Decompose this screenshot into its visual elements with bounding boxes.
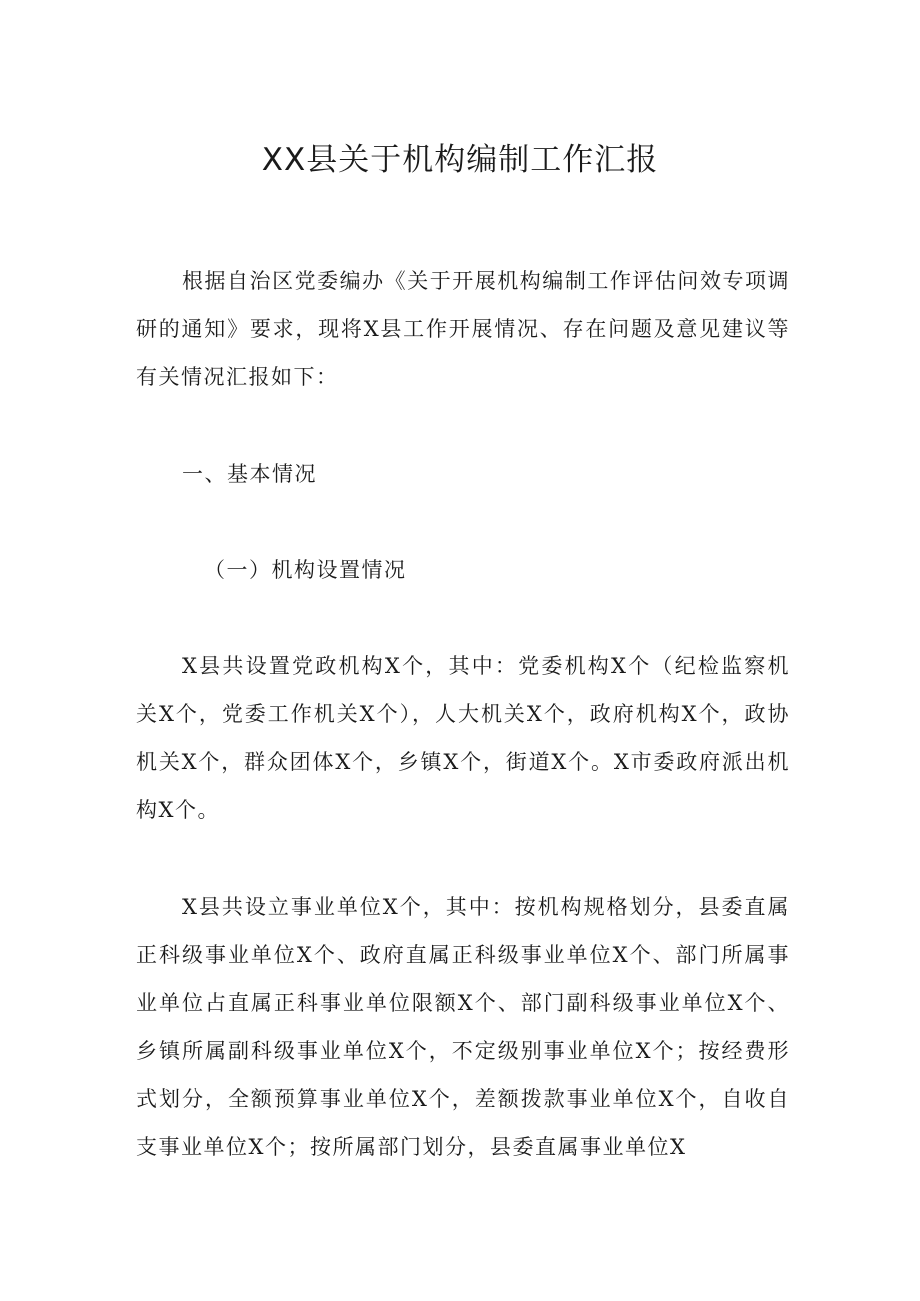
section-heading-basic-situation: 一、基本情况 bbox=[182, 462, 317, 486]
document-title: XX县关于机构编制工作汇报 bbox=[261, 142, 659, 178]
intro-paragraph: 根据自治区党委编办《关于开展机构编制工作评估问效专项调研的通知》要求，现将X县工作开展情况、存在问题及意见建议等有关情况汇报如下： bbox=[136, 269, 790, 389]
paragraph-public-institutions: X县共设立事业单位X个，其中：按机构规格划分，县委直属正科级事业单位X个、政府直属正科级事业单位X个、部门所属事业单位占直属正科事业单位限额X个、部门副科级事业单位X个、乡镇所属副科级事业单位X个，不定级别事业单位X个；按经费形式划分，全额预算事业单位X个，差额拨款事业单位X个，自收自支事业单位X个；按所属部门划分，县委直属事业单位X bbox=[136, 895, 790, 1159]
paragraph-party-government-institutions: X县共设置党政机构X个，其中：党委机构X个（纪检监察机关X个，党委工作机关X个），人大机关X个，政府机构X个，政协机关X个，群众团体X个，乡镇X个，街道X个。X市委政府派出机构X个。 bbox=[136, 654, 790, 822]
subsection-heading-institution-setup: （一）机构设置情况 bbox=[204, 558, 407, 582]
